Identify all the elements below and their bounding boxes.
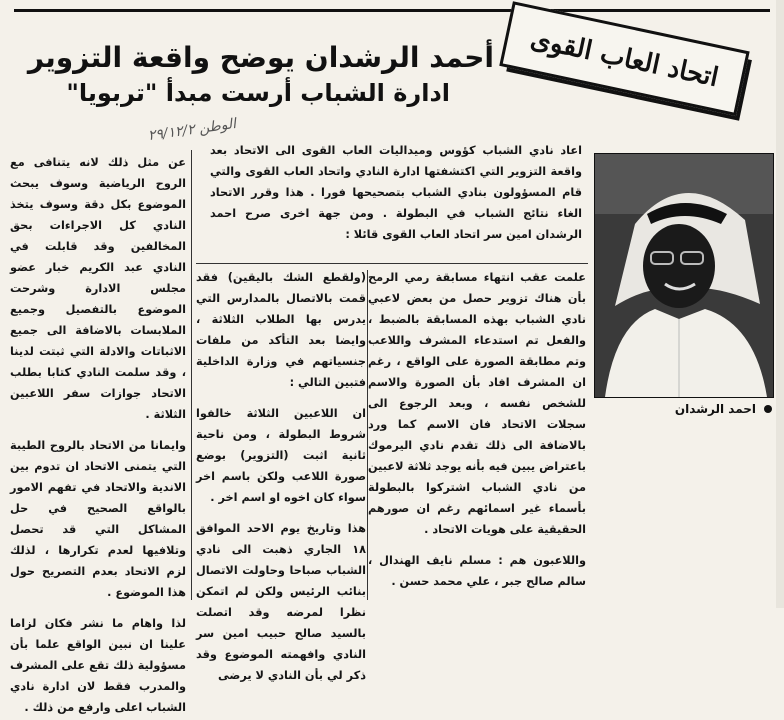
paragraph: واللاعبون هم : مسلم نايف الهندال ، سالم صالح جبر ، علي محمد حسن . — [368, 554, 586, 588]
headline-main: أحمد الرشدان يوضح واقعة التزوير — [27, 41, 494, 74]
scan-edge — [776, 0, 784, 608]
paragraph: عن مثل ذلك لانه يتنافى مع الروح الرياضية وسوف يبحث الموضوع بكل دقة وسوف يتخذ النادي كل الاجراءات بحق المخالفين وقد قابلت في النادي عبد الكريم خبار عضو مجلس الادارة وشرحت الموضوع بالتفصيل وجميع الملابسات بالاضافة الى جميع الاثباتات والادلة التي ثبتت لدينا ، وقد سلمت النادي كتابا بطلب الاتحاد جوازات سفر اللاعبين الثلاثة . — [10, 156, 186, 421]
caption-bullet-icon — [764, 405, 772, 413]
photo-caption-text: احمد الرشدان — [674, 402, 756, 416]
handwritten-date: الوطن ٢٩/١٢/٢ — [146, 115, 238, 145]
divider-lead — [196, 263, 588, 264]
divider-mid-left — [191, 150, 192, 600]
lead-text: اعاد نادي الشباب كؤوس وميداليات العاب القوى الى الاتحاد بعد واقعة التزوير التي اكتشفتها ادارة النادي واتحاد العاب القوى والتي قام المسؤولون بنادي الشباب بتصحيحها فورا . هذا وقرر الاتحاد الغاء نتائج الشباب في البطولة . ومن جهة اخرى صرح احمد الرشدان امين سر اتحاد العاب القوى قائلا : — [210, 144, 582, 241]
column-middle — [196, 267, 366, 688]
portrait-photo — [594, 153, 774, 398]
paragraph: (ولقطع الشك باليقين) فقد قمت بالاتصال بالمدارس التي يدرس بها الطلاب الثلاثة ، وايضا بعد التأكد من ملفات جنسياتهم في وزارة الداخلية فتبين التالي : — [196, 271, 366, 389]
lead-paragraph — [210, 140, 582, 247]
column-right — [368, 267, 586, 594]
section-banner-label: اتحاد العاب القوى — [499, 1, 749, 116]
paragraph: وايمانا من الاتحاد بالروح الطيبة التي يتمنى الاتحاد ان تدوم بين الاندية والاتحاد في تفهم الامور بالواقع الصحيح في حل المشاكل التي قد تحصل وتلافيها لعدم تكرارها ، لذلك لزم الاتحاد بعدم التصريح حول هذا الموضوع . — [10, 439, 186, 599]
paragraph: ان اللاعبين الثلاثة خالفوا شروط البطولة ، ومن ناحية ثانية اثبت (التزوير) بوضع صورة اللاعب ولكن باسم اخر سواء كان اخوه او اسم اخر . — [196, 407, 366, 504]
paragraph: علمت عقب انتهاء مسابقة رمي الرمح بأن هناك تزوير حصل من بعض لاعبي نادي الشباب بهذه المسابقة بالضبط ، والفعل تم استدعاء المشرف واللاعب وتم مطابقة الصورة على الواقع ، رغم ان المشرف افاد بأن الصورة والاسم للشخص نفسه ، وبعد الرجوع الى سجلات الاتحاد فان الاسم كما ورد بالاضافة الى ذلك تقدم نادي اليرموك باعتراض يبين فيه بأنه يوجد ثلاثة لاعبين من نادي الشباب اشتركوا بالبطولة بأسماء غير اسمائهم رغم ان صورهم الحقيقية على هويات الاتحاد . — [368, 271, 586, 536]
section-banner — [498, 1, 753, 121]
column-left — [10, 152, 186, 720]
portrait-image — [595, 154, 773, 397]
headline — [24, 40, 494, 110]
top-rule — [14, 9, 770, 12]
paragraph: لذا واهام ما نشر فكان لزاما علينا ان نبين الواقع علما بأن مسؤولية ذلك تقع على المشرف والمدرب فقط لان ادارة نادي الشباب اعلى وارفع من ذلك . — [10, 617, 186, 714]
headline-sub: ادارة الشباب أرست مبدأ "تربويا" — [66, 79, 450, 107]
photo-caption — [594, 398, 772, 420]
paragraph: هذا وتاريخ يوم الاحد الموافق ١٨ الجاري ذهبت الى نادي الشباب صباحا وحاولت الاتصال بنائب الرئيس ولكن لم اتمكن نظرا لمرضه وقد اتصلت بالسيد صالح حبيب امين سر النادي وافهمته الموضوع وقد ذكر لي بأن النادي لا يرضى — [196, 522, 366, 682]
